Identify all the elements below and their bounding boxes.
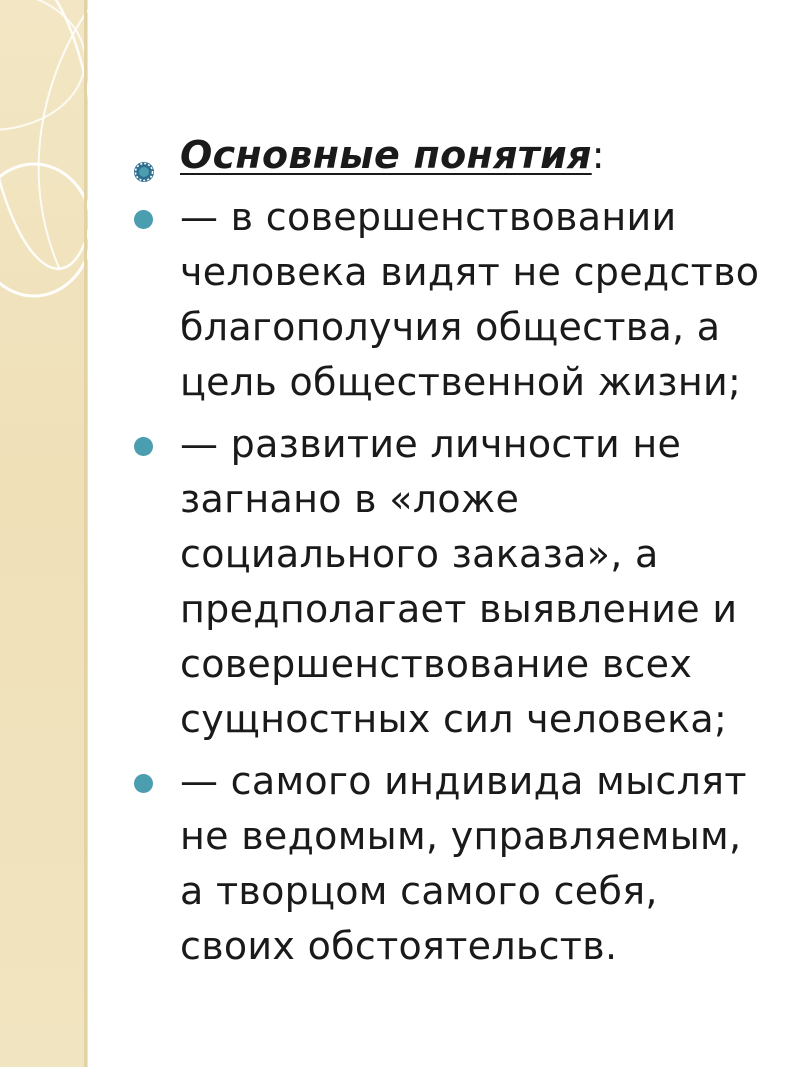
- bullet-dot-icon: [134, 210, 153, 229]
- bullet-dot-icon: [134, 437, 153, 456]
- bullet-text: — самого индивида мыслят не ведомым, управляемым, а творцом самого себя, своих обстоятельств.: [180, 759, 747, 968]
- slide-heading: Основные понятия: [180, 133, 592, 177]
- heading-item: [132, 128, 772, 183]
- bullet-text: — развитие личности не загнано в «ложе социального заказа», а предполагает выявление и совершенствование всех сущностных сил человека;: [180, 422, 738, 741]
- bullet-item-2: [132, 417, 772, 747]
- decorative-side-band: [0, 0, 88, 1067]
- bullet-dot-icon: [132, 144, 156, 168]
- bullet-dot-icon: [134, 774, 153, 793]
- heading-colon: :: [591, 133, 605, 177]
- bullet-item-1: [132, 190, 772, 410]
- bullet-text: — в совершенствовании человека видят не средство благополучия общества, а цель общественной жизни;: [180, 195, 760, 404]
- bullet-item-3: [132, 754, 772, 974]
- slide-content: [132, 128, 772, 974]
- decorative-rings-graphic: [0, 0, 88, 1067]
- side-divider-line: [84, 0, 87, 1067]
